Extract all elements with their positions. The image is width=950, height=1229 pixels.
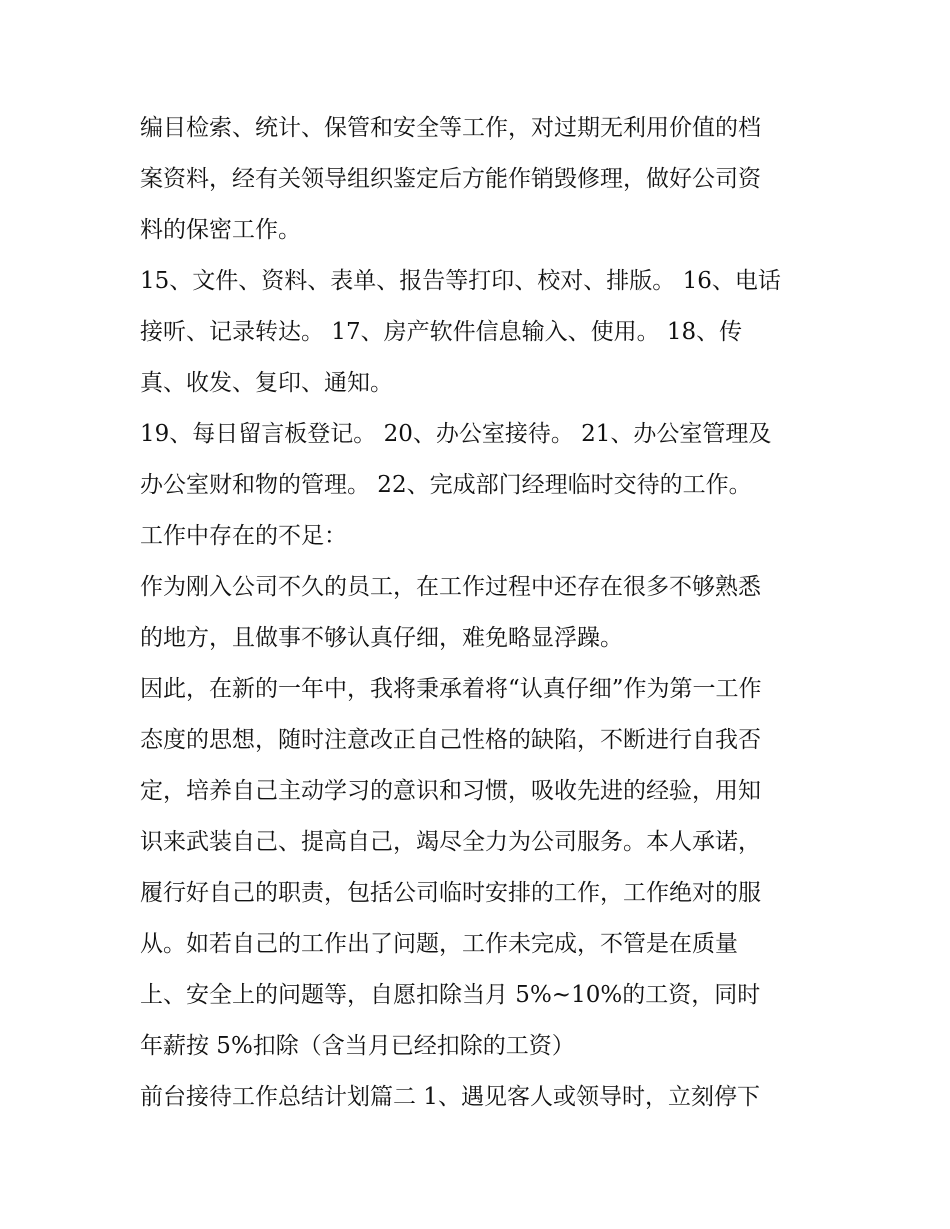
text-line: 从。如若自己的工作出了问题，工作未完成，不管是在质量 xyxy=(140,931,738,957)
text-line: 定，培养自己主动学习的意识和习惯，吸收先进的经验，用知 xyxy=(140,778,761,804)
text-line: 年薪按 5%扣除（含当月已经扣除的工资） xyxy=(140,1033,575,1059)
text-line: 真、收发、复印、通知。 xyxy=(140,370,393,396)
paragraph-reception-plan xyxy=(140,1072,820,1123)
paragraph-items-15-18 xyxy=(140,256,820,409)
text-line: 案资料，经有关领导组织鉴定后方能作销毁修理，做好公司资 xyxy=(140,166,761,192)
heading-line: 工作中存在的不足： xyxy=(140,523,347,549)
paragraph-archive-duties xyxy=(140,103,820,256)
text-line: 接听、记录转达。 17、房产软件信息输入、使用。 18、传 xyxy=(140,319,743,345)
paragraph-shortcomings xyxy=(140,562,820,664)
text-line: 19、每日留言板登记。 20、办公室接待。 21、办公室管理及 xyxy=(140,421,772,447)
paragraph-commitment xyxy=(140,664,820,1072)
paragraph-items-19-22 xyxy=(140,409,820,511)
text-line: 15、文件、资料、表单、报告等打印、校对、排版。 16、电话 xyxy=(140,268,781,294)
text-line: 态度的思想，随时注意改正自己性格的缺陷，不断进行自我否 xyxy=(140,727,761,753)
text-line: 因此，在新的一年中，我将秉承着将“认真仔细”作为第一工作 xyxy=(140,676,762,702)
text-line: 上、安全上的问题等，自愿扣除当月 5%~10%的工资，同时 xyxy=(140,982,761,1008)
section-heading-shortcomings xyxy=(140,511,820,562)
text-line: 编目检索、统计、保管和安全等工作，对过期无利用价值的档 xyxy=(140,115,761,141)
text-line: 的地方，且做事不够认真仔细，难免略显浮躁。 xyxy=(140,625,623,651)
text-line: 料的保密工作。 xyxy=(140,217,301,243)
text-line: 识来武装自己、提高自己，竭尽全力为公司服务。本人承诺， xyxy=(140,829,761,855)
text-line: 办公室财和物的管理。 22、完成部门经理临时交待的工作。 xyxy=(140,472,752,498)
text-line: 履行好自己的职责，包括公司临时安排的工作，工作绝对的服 xyxy=(140,880,761,906)
text-line: 前台接待工作总结计划篇二 1、遇见客人或领导时，立刻停下 xyxy=(140,1084,760,1110)
document-body xyxy=(140,103,820,1123)
text-line: 作为刚入公司不久的员工，在工作过程中还存在很多不够熟悉 xyxy=(140,574,761,600)
